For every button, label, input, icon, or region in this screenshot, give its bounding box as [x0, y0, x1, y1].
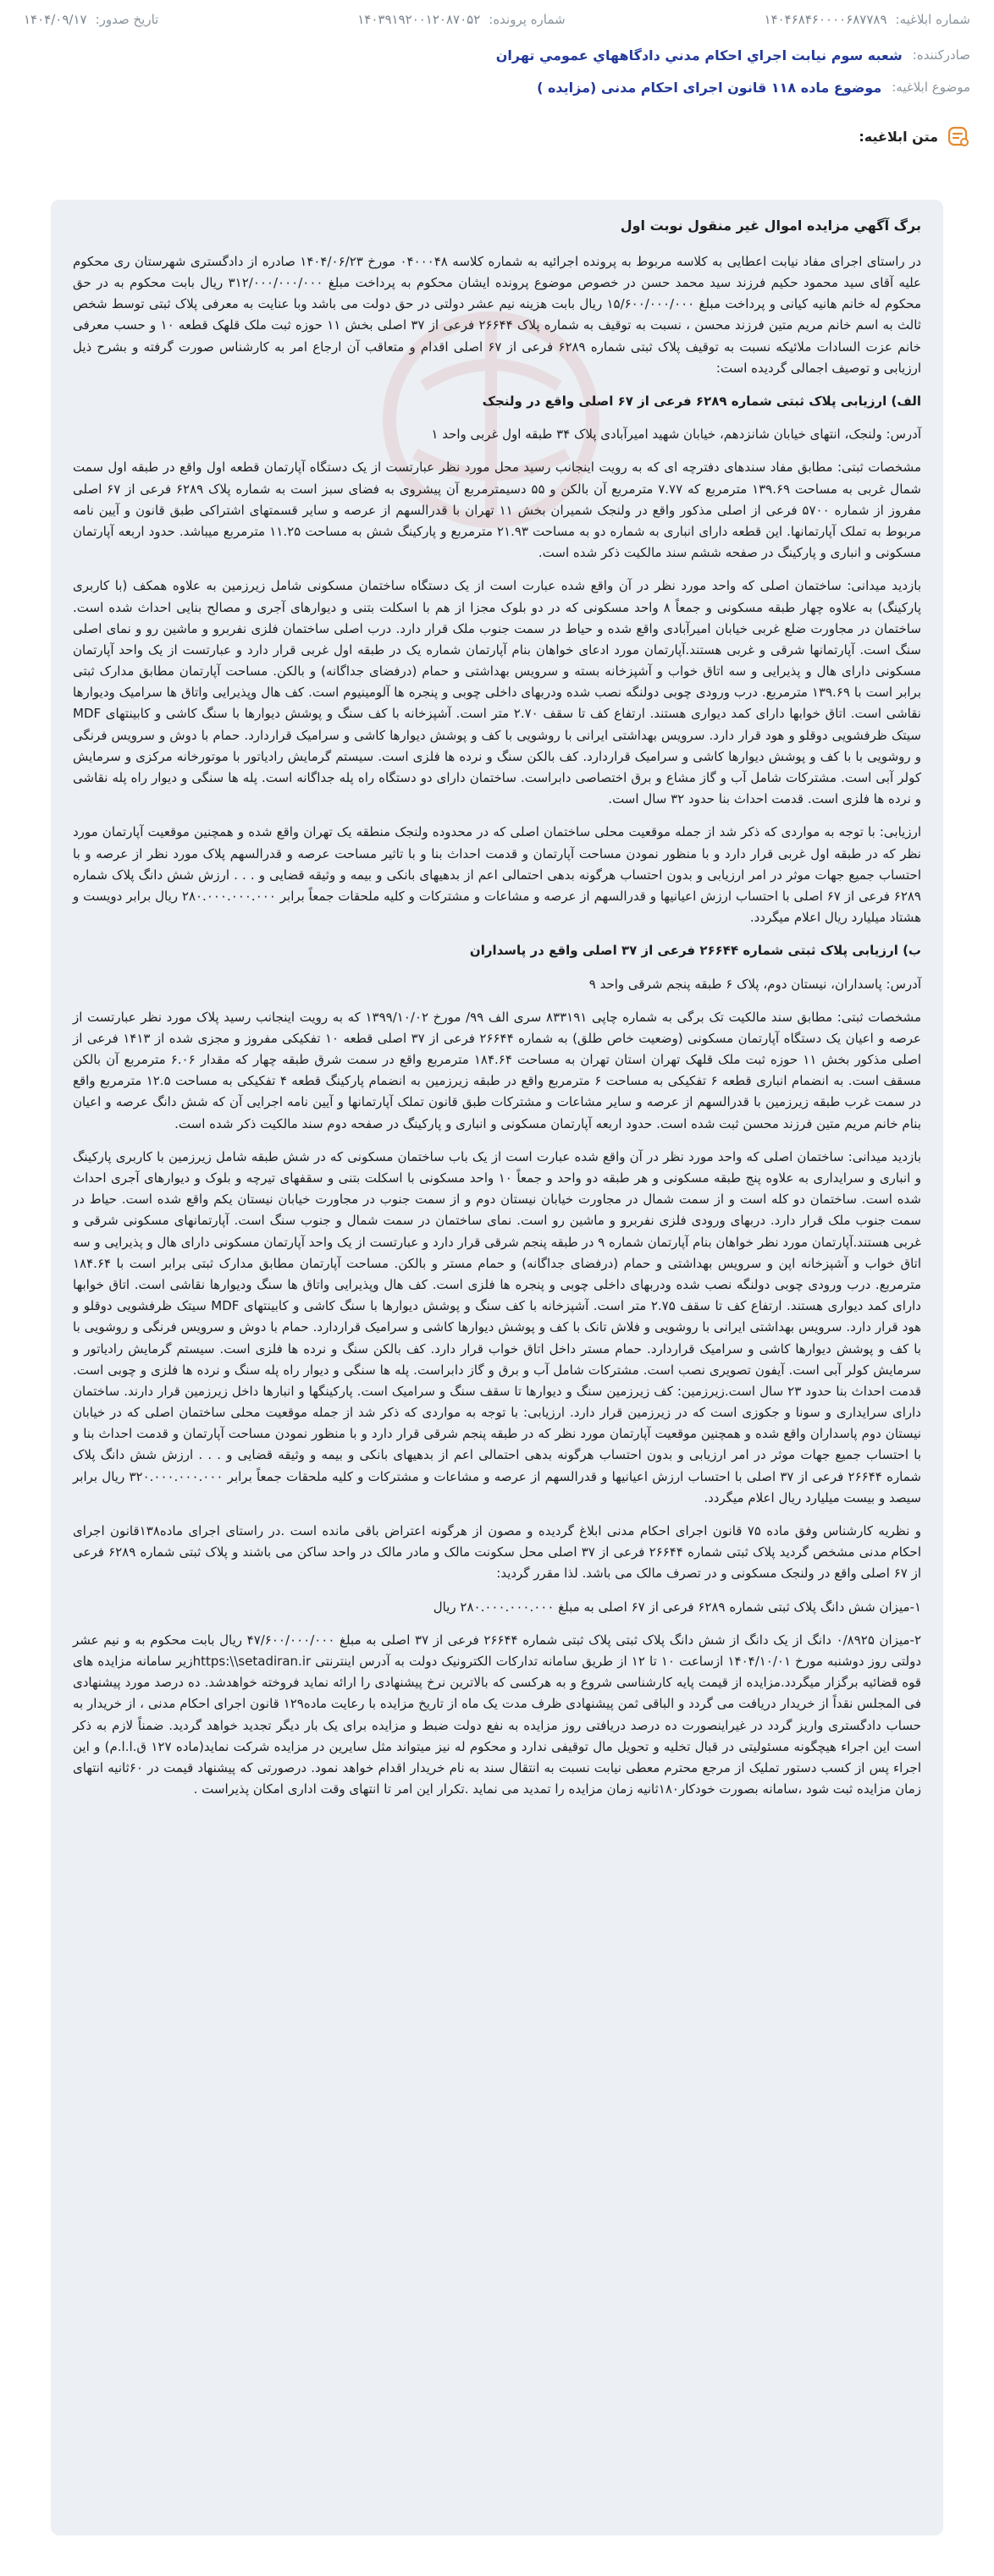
notice-conclusion: و نظریه کارشناس وفق ماده ۷۵ قانون اجرای احکام مدنی ابلاغ گردیده و مصون از هرگونه اعتراض باقی مانده است .در راستای اجرای ماده۱۳۸قانون اجرای احکام مدنی مشخص گردید پلاک ثبتی شماره ۲۶۶۴۴ فرعی از ۳۷ اصلی محل سکونت مالک و مادر مالک در واحد ساکن می باشند و پلاک ثبتی شماره ۶۲۸۹ فرعی از ۶۷ اصلی واقع در ولنجک مسکونی و در تصرف مالک می باشد. لذا مقرر گردید:	[73, 1523, 922, 1582]
notice-item-1: ۱-میزان شش دانگ پلاک ثبتی شماره ۶۲۸۹ فرعی از ۶۷ اصلی به مبلغ ۲۸۰.۰۰۰.۰۰۰.۰۰۰ ریال	[433, 1599, 921, 1615]
section-a-title: الف) ارزیابی پلاک ثبتی شماره ۶۲۸۹ فرعی از ۶۷ اصلی واقع در ولنجک	[482, 394, 921, 409]
subject-value: موضوع ماده ۱۱۸ قانون اجرای احکام مدنی (مزایده )	[537, 79, 882, 96]
section-b-specs: مشخصات ثبتی: مطابق سند مالکیت تک برگی به شماره چاپی ۸۳۳۱۹۱ سری الف ۹۹/ مورخ ۱۳۹۹/۱۰/۰۲ که به رویت اینجانب رسید پلاک مورد نظر عبارتست از عرصه و اعیان یک دستگاه آپارتمان مسکونی (وضعیت خاص طلق) به شماره ۲۶۶۴۴ فرعی از ۳۷ اصلی قطعه ۱۰ تفکیکی مفروز و مجزی شده از ۱۴۱۳ فرعی از اصلی مذکور بخش ۱۱ حوزه ثبت ملک قلهک تهران استان تهران به مساحت ۱۸۴.۶۴ مترمربع واقع در سمت شرق طبقه چهار که مقدار ۶.۰۶ مترمربع آن بالکن مسقف است. به انضمام انباری قطعه ۶ تفکیکی به مساحت ۶ مترمربع واقع در طبقه زیرزمین به انضمام پارکینگ قطعه ۴ تفکیکی به مساحت ۱۲.۵ مترمربع واقع در سمت غرب طبقه زیرزمین با قدرالسهم از عرصه و سایر مشاعات و مشترکات طبق قانون تملک آپارتمانها و آیین نامه اجرایی آن که شش دانگ عرصه و اعیان بنام خانم مریم متین فرزند محسن ثبت شده است. حدود اربعه آپارتمان مسکونی و انباری و پارکینگ در صفحه دوم سند مالکیت ذکر شده است.	[73, 1009, 922, 1131]
subject-row	[0, 71, 994, 103]
notice-heading: برگ آگهي مزايده اموال غير منقول نوبت اول	[620, 217, 921, 234]
issuer-label: صادرکننده:	[912, 47, 970, 63]
notice-text-title	[0, 115, 994, 157]
section-a-address: آدرس: ولنجک، انتهای خیابان شانزدهم، خیابان شهید امیرآبادی پلاک ۳۴ طبقه اول غربی واحد ۱	[431, 427, 921, 443]
section-b-title: ب) ارزیابی پلاک ثبتی شماره ۲۶۶۴۴ فرعی از ۳۷ اصلی واقع در پاسداران	[469, 943, 921, 959]
notice-text-label: متن ابلاغیه:	[859, 128, 938, 145]
notice-number-value: ۱۴۰۴۶۸۴۶۰۰۰۰۶۸۷۷۸۹	[764, 12, 887, 27]
notice-number-label: شماره ابلاغیه:	[895, 12, 970, 27]
issuer-row	[0, 39, 994, 71]
issue-date	[24, 12, 158, 27]
notice-body	[51, 200, 943, 2535]
section-b-inspection: بازدید میدانی: ساختمان اصلی که واحد مورد نظر در آن واقع شده عبارت است از یک باب ساختمان مسکونی که در شش طبقه شامل زیرزمین با کاربری پارکینگ و انباری و سرایداری به علاوه پنج طبقه مسکونی و هر طبقه دو واحد و جمعاً ۱۰ واحد مسکونی با اسکلت بتنی و سقفهای تیرچه و بلوک و دیوارهای آجری احداث شده است. ساختمان دو کله است و از سمت شمال در مجاورت خیابان نیستان دوم و از سمت جنوب در مجاورت خیابان نیستان یکم واقع شده است. حیاط در سمت جنوب ملک قرار دارد. دربهای ورودی فلزی نفربرو و ماشین رو است. نمای ساختمان در سمت شمال و جنوب سنگ است. آپارتمانهای مسکونی شرقی و غربی هستند.آپارتمان مورد نظر خواهان بنام آپارتمان شماره ۹ در طبقه پنجم شرقی قرار دارد و عبارتست از یک واحد آپارتمان مسکونی دارای هال و پذیرایی و سه اتاق خواب و آشپزخانه اپن و سرویس بهداشتی و حمام (درفضای جداگانه) و حمام مستر و بالکن. مساحت آپارتمان مطابق مدارک ثبتی برابر است با ۱۸۴.۶۴ مترمربع. درب ورودی چوبی دولنگه نصب شده ودربهای داخلی چوبی و پنجره ها فلزی است. کف هال وپذیرایی واتاق ها سنگ ودیوارها نقاشی است. اتاق خوابها دارای کمد دیواری هستند. ارتفاع کف تا سقف ۲.۷۵ متر است. آشپزخانه با کف سنگ و پوشش دیوارها با سنگ کاشی و کابینتهای MDF سیتک ظرفشویی دوقلو و هود قرار دارد. سرویس بهداشتی ایرانی با روشویی و فلاش تانک با کف و پوشش دیوارها کاشی و سرامیک قراردارد. حمام با دوش و سرویس فرنگی و روشویی با با کف و پوشش دیوارها کاشی و سرامیک قراردارد. حمام مستر داخل اتاق خواب قرار دارد. کف بالکن سنگ و نرده ها فلزی است. سیستم گرمایش رادیاتور و سرمایش کولر آبی است. آیفون تصویری نصب است. مشترکات شامل آب و برق و گاز دابراست. پله ها سنگی و دیوار راه پله سنگ و نرده ها فلزی و چوبی است. قدمت احداث بنا حدود ۲۳ سال است.زیرزمین: کف زیرزمین سنگ و دیوارها تا سقف سنگ و سرامیک است. پارکینگها و انبارها داخل زیرزمین قرار دارند. ساختمان دارای سرایداری و سونا و جکوزی است که در زیرزمین قرار دارد. ارزیابی: با توجه به مواردی که ذکر شد از جمله موقعیت محلی ساختمان اصلی که در خیابان نیستان دوم پاسداران واقع شده و همچنین موقعیت آپارتمان مورد نظر که در طبقه پنجم شرقی قرار دارد و با منظور نمودن مساحت آپارتمان و قدمت احداث بنا و با احتساب جمیع جهات موثر در امر ارزیابی و بدون احتساب هرگونه بدهی احتمالی اعم از بدهیهای بانکی و بیمه و وثیقه قضایی و . . . ارزش شش دانگ پلاک شماره ۲۶۶۴۴ فرعی از ۳۷ اصلی با احتساب ارزش اعیانیها و قدرالسهم از عرصه و مشاعات و مشترکات و کلیه ملحقات جمعاً برابر ۳۲۰.۰۰۰.۰۰۰.۰۰۰ ریال برابر سیصد و بیست میلیارد ریال اعلام میگردد.	[73, 1148, 922, 1505]
section-a-specs: مشخصات ثبتی: مطابق مفاد سندهای دفترچه ای که به رویت اینجانب رسید محل مورد نظر عبارتست از یک دستگاه آپارتمان قطعه اول واقع در طبقه اول سمت شمال غربی به مساحت ۱۳۹.۶۹ مترمربع که ۷.۷۷ مترمربع آن بالکن و ۵۵ دسیمترمربع آن پیشروی به فضای سبز است به شماره پلاک ۶۲۸۹ فرعی از ۶۷ اصلی مفروز از شماره ۵۷۰۰ فرعی از اصلی مذکور واقع در ولنجک شمیران بخش ۱۱ تهران با قدرالسهم از عرصه و سایر قسمتهای اشتراکی طبق قانون و آیین نامه مربوط به تملک آپارتمانها. این قطعه دارای انباری به شماره دو به مساحت ۲۱.۹۳ مترمربع و پارکینگ شش به مساحت ۱۱.۲۵ مترمربع میباشد. حدود اربعه آپارتمان مسکونی و انباری و پارکینگ در صفحه ششم سند مالکیت ذکر شده است.	[73, 460, 922, 561]
section-b-address: آدرس: پاسداران، نیستان دوم، پلاک ۶ طبقه پنجم شرقی واحد ۹	[588, 976, 921, 992]
section-a-inspection: بازدید میدانی: ساختمان اصلی که واحد مورد نظر در آن واقع شده عبارت است از یک دستگاه ساختمان مسکونی شامل زیرزمین به علاوه همکف (با کاربری پارکینگ) به علاوه چهار طبقه مسکونی و جمعاً ۸ واحد مسکونی که در دو بلوک مجزا از هم با اسکلت بتنی و دیوارهای آجری و مصالح بنایی احداث شده است. ساختمان در مجاورت ضلع غربی خیابان امیرآبادی واقع شده و حیاط در سمت جنوب ملک قرار دارد. درب اصلی ساختمان فلزی نفربرو و ماشین رو و نمای اصلی سنگ است. آپارتمانها شرقی و غربی هستند.آپارتمان مورد ادعای خواهان بنام آپارتمان شماره یک در طبقه اول غربی قرار دارد و عبارتست از یک واحد آپارتمان مسکونی دارای هال و پذیرایی و سه اتاق خواب و آشپزخانه بسته و سرویس بهداشتی و حمام (درفضای جداگانه) و بالکن. مساحت آپارتمان مطابق مدارک ثبتی برابر است با ۱۳۹.۶۹ مترمربع. درب ورودی چوبی دولنگه نصب شده ودربهای داخلی چوبی و پنجره ها آلومینیوم است. کف هال وپذیرایی واتاق ها سرامیک ودیوارها نقاشی است. اتاق خوابها دارای کمد دیواری هستند. ارتفاع کف تا سقف ۲.۷۰ متر است. آشپزخانه با کف سنگ و پوشش دیوارها با سنگ کاشی و کابینتهای MDF سیتک ظرفشویی دوقلو و هود قرار دارد. سرویس بهداشتی ایرانی با روشویی با کف و پوشش دیوارها کاشی و سرامیک قراردارد. حمام با دوش و سرویس فرنگی و روشویی با با کف و پوشش دیوارها کاشی و سرامیک قراردارد. کف بالکن سنگ و نرده ها فلزی است. سیستم گرمایش رادیاتور با موتورخانه مرکزی و سرمایش کولر آبی است. مشترکات شامل آب و گاز مشاع و برق اختصاصی دابراست. ساختمان دارای دو دستگاه راه پله جداگانه است. پله ها سنگی و دیوار راه پله نقاشی و نرده ها فلزی است. قدمت احداث بنا حدود ۳۲ سال است.	[73, 578, 921, 807]
issue-date-value: ۱۴۰۴/۰۹/۱۷	[24, 12, 87, 27]
notice-item-2: ۲-میزان ۰/۸۹۲۵ دانگ از یک دانگ از شش دانگ پلاک ثبتی پلاک ثبتی شماره ۲۶۶۴۴ فرعی از ۳۷ اصلی به مبلغ ۴۷/۶۰۰/۰۰۰/۰۰۰ ریال بابت محکوم به و نیم عشر دولتی روز دوشنبه مورخ ۱۴۰۴/۱۰/۰۱ ازساعت ۱۰ تا ۱۲ از طریق سامانه تدارکات الکترونیک دولت به آدرس اینترنتی https:\\setadiran.irزیر سامانه مزایده های قوه قضائیه برگزار میگردد.مزایده از قیمت پایه کارشناسی شروع و به هرکسی که بالاترین نرخ پیشنهادی را ارائه نماید فروخته خواهدشد. ده درصد مورد پیشنهادی فی المجلس نقداً از خریدار دریافت می گردد و الباقی ثمن پیشنهادی ظرف مدت یک ماه از تاریخ مزایده با رعایت ماده۱۲۹ قانون اجرای احکام مدنی ، از خریدار به حساب دادگستری واریز گردد در غیراینصورت ده درصد دریافتی روز مزایده به نفع دولت ضبط و مزایده برای یک بار دیگر تجدید خواهد گردید. ضمناً لازم به ذکر است این اجراء هیچگونه مسئولیتی در قبال تخلیه و تحویل مال توقیفی ندارد و محکوم له نیز میتواند مثل سایرین در مزایده شرکت نماید(ماده ۱۲۷ ق.ا.ا.م) و این اجراء پس از کسب دستور تملیک از مرجع محترم معطی نیابت نسبت به انتقال سند به نام خریدار اقدام خواهد نمود. درصورتی که پیشنهاد قیمت در ۶۰ثانیه انتهای زمان مزایده ثبت شود ،سامانه بصورت خودکار۱۸۰ثانیه زمان مزایده را تمدید می نماید .تکرار این امر تا انتهای وقت اداری امکان پذیراست .	[73, 1632, 922, 1797]
case-number-label: شماره پرونده:	[489, 12, 566, 27]
issue-date-label: تاریخ صدور:	[95, 12, 159, 27]
document-icon	[947, 124, 970, 148]
notice-content	[51, 200, 943, 1820]
case-number-value: ۱۴۰۳۹۱۹۲۰۰۱۲۰۸۷۰۵۲	[357, 12, 481, 27]
notice-number	[765, 12, 970, 27]
notice-intro: در راستای اجرای مفاد نیابت اعطایی به کلاسه مربوط به پرونده اجرائیه به شماره کلاسه ۰۴۰۰۰۴۸ مورخ ۱۴۰۴/۰۶/۲۳ صادره از دادگستری شهرستان ری محکوم علیه آقای سید محمود حکیم فرزند سید محمد حسن در خصوص موضوع پرونده ایشان محکوم به پرداخت مبلغ ۳۱۲/۰۰۰/۰۰۰/۰۰۰ ریال بابت محکوم به در حق محکوم له خانم هانیه کیانی و پرداخت مبلغ ۱۵/۶۰۰/۰۰۰/۰۰۰ ریال بابت هزینه نیم عشر دولتی در حق دولت می باشد وبا عنایت به معرفی پلاک ثبتی توسط شخص ثالث به اسم خانم مریم متین فرزند محسن ، نسبت به توقیف به شماره پلاک ۲۶۶۴۴ فرعی از ۳۷ اصلی بخش ۱۱ حوزه ثبت ملک قلهک قطعه ۱۰ و حسب معرفی خانم عزت السادات ملائیکه نسبت به توقیف پلاک ثبتی شماره ۶۲۸۹ فرعی از ۶۷ اصلی اقدام و متعاقب آن ارجاع امر به کارشناس صورت گرفته و بشرح ذیل ارزیابی و توصیف اجمالی گردیده است:	[73, 253, 922, 376]
notice-meta-bar	[0, 0, 994, 39]
issuer-value: شعبه سوم نيابت اجراي احكام مدني دادگاههاي عمومي تهران	[495, 47, 903, 63]
case-number	[357, 12, 565, 27]
subject-label: موضوع ابلاغیه:	[892, 80, 970, 95]
section-a-valuation: ارزیابی: با توجه به مواردی که ذکر شد از جمله موقعیت محلی ساختمان اصلی که در محدوده ولنجک منطقه یک تهران واقع شده و همچنین موقعیت آپارتمان مورد نظر که در طبقه اول غربی قرار دارد و با منظور نمودن مساحت آپارتمان و قدمت احداث بنا و با تاثیر مساحت عرصه و قدرالسهم پلاک مورد نظر از عرصه و با احتساب جمیع جهات موثر در امر ارزیابی و بدون احتساب هرگونه بدهی احتمالی اعم از بدهیهای بانکی و بیمه و وثیقه قضایی و . . . ارزش شش دانگ پلاک شماره ۶۲۸۹ فرعی از ۶۷ اصلی با احتساب ارزش اعیانیها و قدرالسهم از عرصه و مشاعات و مشترکات و کلیه ملحقات جمعاً برابر ۲۸۰.۰۰۰.۰۰۰.۰۰۰ ریال برابر دویست و هشتاد میلیارد ریال اعلام میگردد.	[73, 824, 921, 926]
